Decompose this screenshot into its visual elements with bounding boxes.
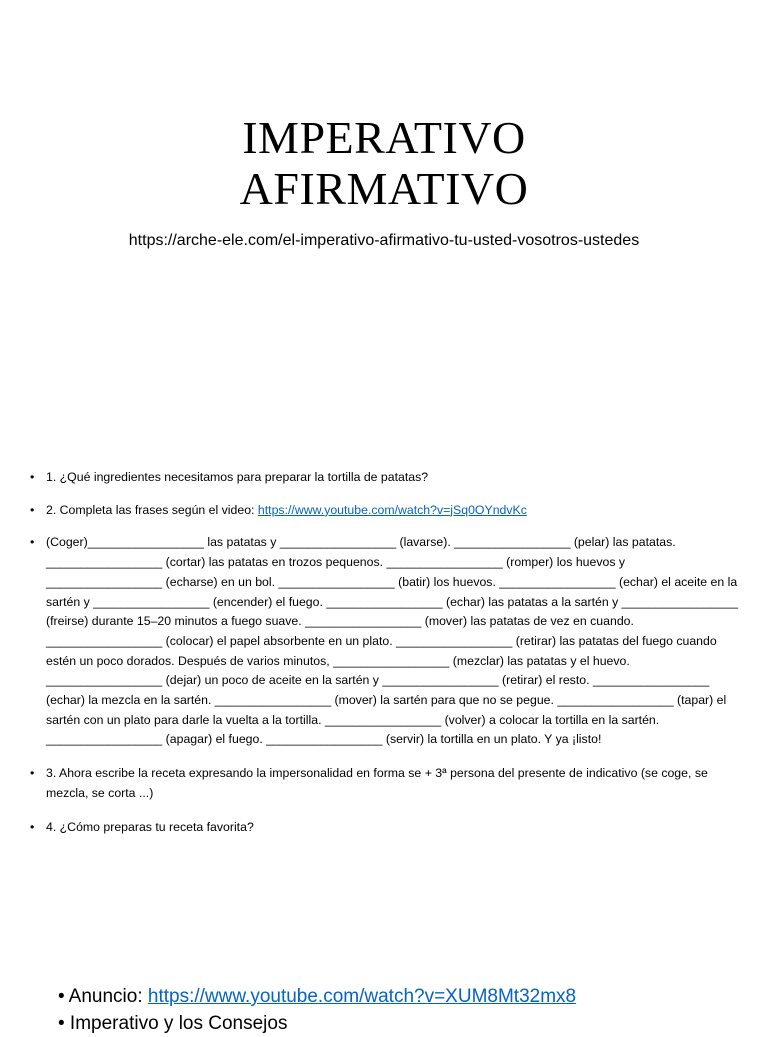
footer-label: Anuncio: xyxy=(68,986,148,1007)
fill-in-exercise: • (Coger)_________________ las patatas y _________________ (lavarse). _________________ (pelar) las patatas. _________________ (cortar) las patatas en trozos pequenos. _________________ (romper) los huevos y _________________ (echarse) en un bol. _________________ (batir) los huevos. _________________ (echar) el aceite en la sartén y _________________ (encender) el fuego. _________________ (echar) las patatas a la sartén y _________________ (freirse) durante 15–20 minutos a fuego suave. _________________ (mover) las patatas de vez en cuando. _________________ (colocar) el papel absorbente en un plato. _________________ (retirar) las patatas del fuego cuando estén un poco dorados. Después de varios minutos, _________________ (mezclar) las patatas y el huevo. _________________ (dejar) un poco de aceite en la sartén y _________________ (retirar) el resto. _________________ (echar) la mezcla en la sartén. _________________ (mover) la sartén para que no se pegue. _________________ (tapar) el sartén con un plato para darle la vuelta a la tortilla. _________________ (volver) a colocar la tortilla en la sartén. _________________ (apagar) el fuego. _________________ (servir) la tortilla en un plato. Y ya ¡listo! xyxy=(30,533,740,750)
video-link[interactable]: https://www.youtube.com/watch?v=jSq0OYndvKc xyxy=(257,502,527,517)
footer-video-link[interactable]: https://www.youtube.com/watch?v=XUM8Mt32mx8 xyxy=(147,986,577,1007)
exercise-2 xyxy=(30,501,740,521)
exercise-list xyxy=(30,468,740,837)
footer-next-item: • Imperativo y los Consejos xyxy=(58,1013,288,1034)
title-line-2: AFIRMATIVO xyxy=(239,163,529,214)
page-title xyxy=(0,112,768,214)
exercise-1: • 1. ¿Qué ingredientes necesitamos para preparar la tortilla de patatas? xyxy=(30,468,740,488)
exercise-4: • 4. ¿Cómo preparas tu receta favorita? xyxy=(30,818,740,838)
source-url: https://arche-ele.com/el-imperativo-afirmativo-tu-usted-vosotros-ustedes xyxy=(128,232,640,249)
footer-announcement xyxy=(58,983,758,1010)
exercise-3: • 3. Ahora escribe la receta expresando la impersonalidad en forma se + 3ª persona del presente de indicativo (se coge, se mezcla, se corta ...) xyxy=(30,764,740,803)
title-line-1: IMPERATIVO xyxy=(242,112,526,163)
footer-bullet: • xyxy=(58,986,65,1007)
exercise-2-text: 2. Completa las frases según el video: xyxy=(46,502,258,517)
